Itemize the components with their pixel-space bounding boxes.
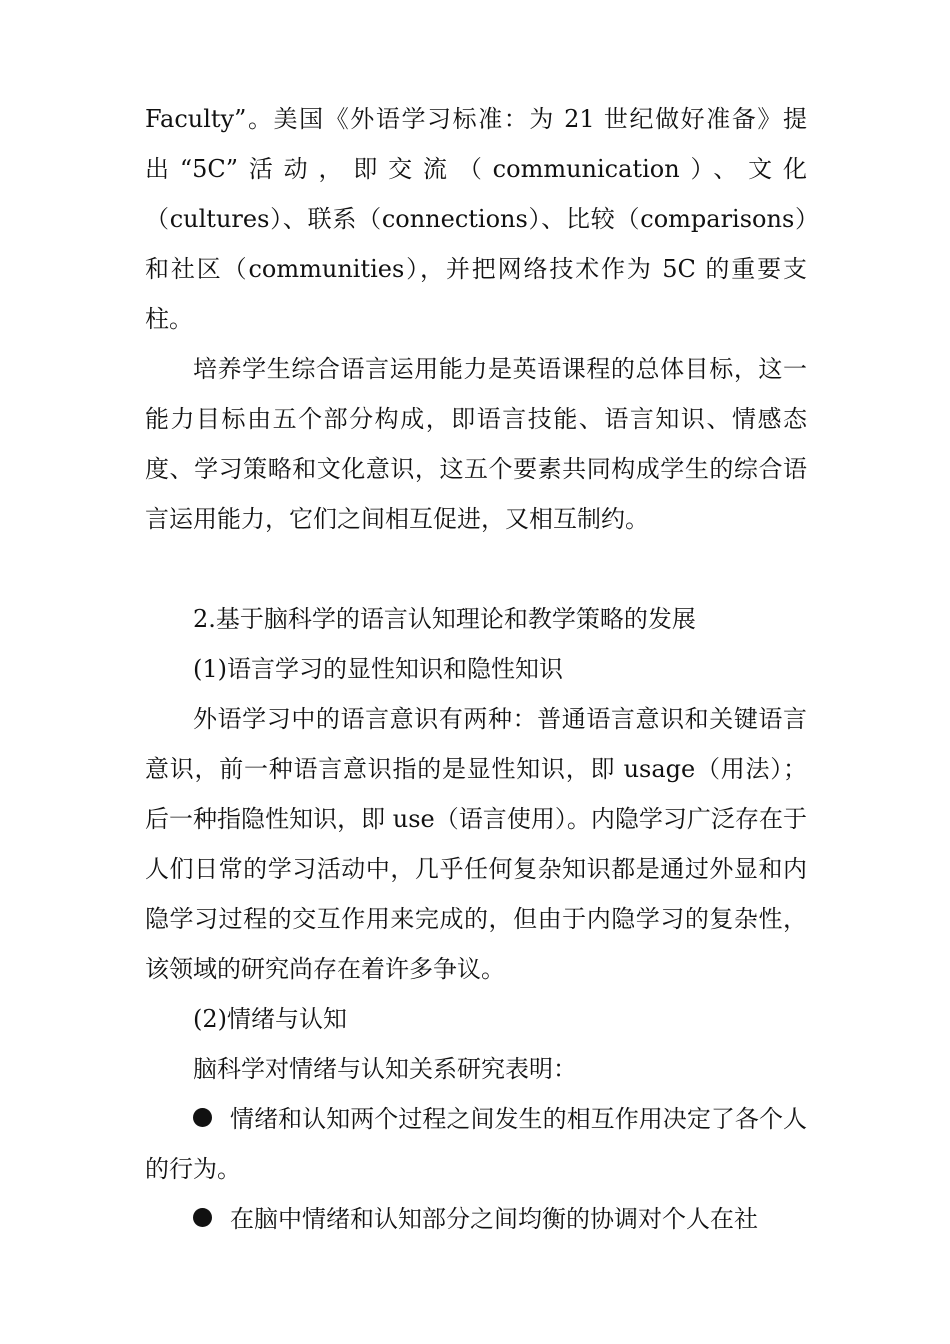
bullet-dot-icon <box>193 1108 212 1127</box>
bullet-dot-icon <box>193 1208 212 1227</box>
bullet-item <box>145 1194 807 1244</box>
paragraph-research-intro: 脑科学对情绪与认知关系研究表明： <box>193 1055 577 1083</box>
subsection-heading-explicit-implicit: (1)语言学习的显性知识和隐性知识 <box>193 655 563 683</box>
bullet-text: 情绪和认知两个过程之间发生的相互作用决定了各个人的行为。 <box>145 1105 807 1183</box>
document-page <box>145 94 807 1244</box>
paragraph-5c-standards: Faculty”。美国《外语学习标准：为 21 世纪做好准备》提出“5C”活动，即交流（communication）、文化（cultures）、联系（connections）、比较（comparisons）和社区（communities），并把网络技术作为 5C 的重要支柱。 <box>145 105 807 333</box>
section-heading-brain-science: 2.基于脑科学的语言认知理论和教学策略的发展 <box>193 605 696 633</box>
paragraph-gap <box>145 544 807 594</box>
paragraph-language-competence: 培养学生综合语言运用能力是英语课程的总体目标，这一能力目标由五个部分构成，即语言技能、语言知识、情感态度、学习策略和文化意识，这五个要素共同构成学生的综合语言运用能力，它们之间相互促进，又相互制约。 <box>145 355 807 533</box>
paragraph-language-awareness: 外语学习中的语言意识有两种：普通语言意识和关键语言意识，前一种语言意识指的是显性知识，即 usage（用法）；后一种指隐性知识，即 use（语言使用）。内隐学习广泛存在于人们日常的学习活动中，几乎任何复杂知识都是通过外显和内隐学习过程的交互作用来完成的，但由于内隐学习的复杂性，该领域的研究尚存在着许多争议。 <box>145 705 807 983</box>
bullet-text: 在脑中情绪和认知部分之间均衡的协调对个人在社 <box>230 1205 758 1233</box>
subsection-heading-emotion-cognition: (2)情绪与认知 <box>193 1005 347 1033</box>
bullet-item <box>145 1094 807 1194</box>
